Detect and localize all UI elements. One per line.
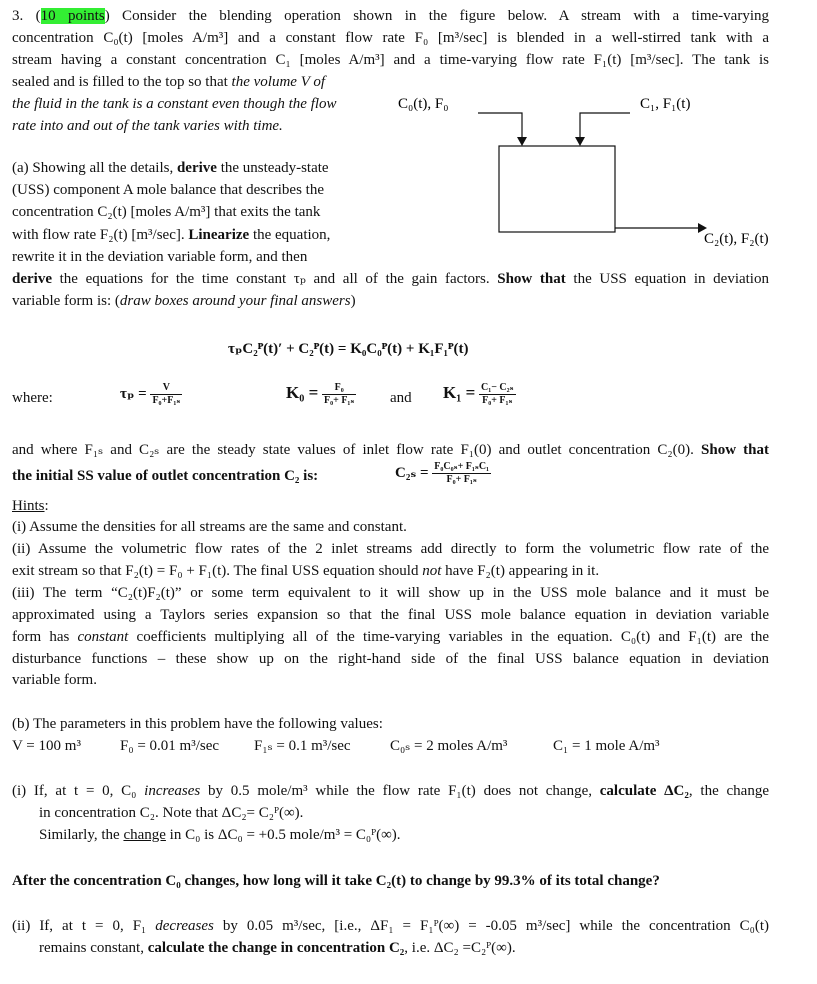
hint-3-line-5: variable form. (12, 672, 97, 688)
hint-2-line-1: (ii) Assume the volumetric flow rates of the 2 inlet streams add directly to form the volumetric flow rate of the (12, 541, 769, 557)
k1-definition: K₁ = $\frac{\text{C₁− C₂ₛ}}{\text{F₀+ F₁ₛ}}$ (443, 382, 514, 406)
inlet-0-arrowhead (517, 137, 527, 146)
problem-line-6: rate into and out of the tank varies with time. (12, 118, 283, 134)
question-ii-line-2: remains constant, calculate the change in concentration C₂, i.e. ΔC₂ =C₂ᴾ(∞). (39, 940, 516, 956)
problem-line-4: sealed and is filled to the top so that the volume V of (12, 74, 325, 90)
question-i-bold-prompt: After the concentration C₀ changes, how long will it take C₂(t) to change by 99.3% of its total change? (12, 873, 660, 889)
where-label: where: (12, 390, 53, 406)
hint-1: (i) Assume the densities for all streams are the same and constant. (12, 519, 407, 535)
param-c1: C₁ = 1 mole A/m³ (553, 738, 660, 754)
question-i-line-1: (i) If, at t = 0, C₀ increases by 0.5 mole/m³ while the flow rate F₁(t) does not change, calculate ΔC₂, the change (12, 783, 769, 799)
tank-box (499, 146, 615, 232)
and-text: and (390, 390, 412, 406)
hint-2-line-2: exit stream so that F₂(t) = F₀ + F₁(t). The final USS equation should not have F₂(t) appearing in it. (12, 563, 600, 579)
part-a-line-2: (USS) component A mole balance that describes the (12, 182, 325, 198)
question-i-line-3: Similarly, the change in C₀ is ΔC₀ = +0.5 mole/m³ = C₀ᴾ(∞). (39, 827, 401, 843)
points-highlight: 10 points (40, 8, 105, 24)
param-f1s: F₁ₛ = 0.1 m³/sec (254, 738, 351, 754)
k1-fraction: $\frac{\text{C₁− C₂ₛ}}{\text{F₀+ F₁ₛ}}$ (481, 382, 514, 406)
tau-definition: τₚ = $\frac{V}{\text{F₀+F₁ₛ}}$ (120, 382, 181, 406)
c2s-definition: C₂ₛ = $\frac{\text{F₀C₀ₛ+ F₁ₛC₁}}{\text{F₀+ F₁ₛ}}$ (395, 461, 490, 485)
inlet-1-arrowhead (575, 137, 585, 146)
part-a-line-1: (a) Showing all the details, derive the unsteady-state (12, 160, 329, 176)
question-i-line-2: in concentration C₂. Note that ΔC₂= C₂ᴾ(∞). (39, 805, 304, 821)
param-f0: F₀ = 0.01 m³/sec (120, 738, 220, 754)
inlet-1-pipe (580, 113, 630, 138)
steady-state-line-2: the initial SS value of outlet concentration C₂ is: (12, 468, 319, 484)
param-c0s: C₀ₛ = 2 moles A/m³ (390, 738, 508, 754)
part-a-line-7: variable form is: (draw boxes around your final answers) (12, 293, 356, 309)
k0-definition: K₀ = $\frac{\text{F₀}}{\text{F₀+ F₁ₛ}}$ (286, 382, 355, 406)
tau-fraction: $\frac{V}{\text{F₀+F₁ₛ}}$ (152, 382, 181, 406)
problem-line-5: the fluid in the tank is a constant even though the flow (12, 96, 337, 112)
param-volume: V = 100 m³ (12, 738, 81, 754)
k0-fraction: $\frac{\text{F₀}}{\text{F₀+ F₁ₛ}}$ (324, 382, 355, 406)
question-ii-line-1: (ii) If, at t = 0, F₁ decreases by 0.05 m³/sec, [i.e., ΔF₁ = F₁ᴾ(∞) = -0.05 m³/sec] while the concentration C₀(t) (12, 918, 769, 934)
hint-3-line-4: disturbance functions – these show up on the right-hand side of the final USS balance equation in deviation (12, 651, 769, 667)
problem-line-1: 3. (10 points) Consider the blending operation shown in the figure below. A stream with a time-varying (12, 8, 769, 24)
part-b-intro: (b) The parameters in this problem have the following values: (12, 716, 383, 732)
hint-3-line-2: approximated using a Taylors series expansion so that the final USS mole balance equation in deviation variable (12, 607, 769, 623)
part-a-line-5: rewrite it in the deviation variable form, and then (12, 249, 308, 265)
steady-state-line-1: and where F₁ₛ and C₂ₛ are the steady state values of inlet flow rate F₁(0) and outlet concentration C₂(0). Show that (12, 442, 770, 458)
c2s-fraction: $\frac{\text{F₀C₀ₛ+ F₁ₛC₁}}{\text{F₀+ F₁ₛ}}$ (434, 461, 490, 485)
part-a-line-6: derive the equations for the time constant τₚ and all of the gain factors. Show that the USS equation in deviation (12, 271, 769, 287)
part-a-line-4: with flow rate F₂(t) [m³/sec]. Linearize the equation, (12, 227, 331, 243)
blending-tank-diagram (390, 88, 810, 258)
inlet-0-pipe (478, 113, 522, 138)
problem-line-2: concentration C₀(t) [moles A/m³] and a constant flow rate F₀ [m³/sec] is blended in a well-stirred tank with a (12, 30, 769, 46)
hint-3-line-3: form has constant coefficients multiplying all of the time-varying variables in the equation. C₀(t) and F₁(t) are the (12, 629, 769, 645)
inlet-0-label: C₀(t), F₀ (398, 96, 449, 112)
outlet-label: C₂(t), F₂(t) (704, 231, 769, 247)
inlet-1-label: C₁, F₁(t) (640, 96, 691, 112)
problem-line-3: stream having a constant concentration C₁ [moles A/m³] and a time-varying flow rate F₁(t) [m³/sec]. The tank is (12, 52, 769, 68)
uss-equation: τₚC₂ᴾ(t)′ + C₂ᴾ(t) = K₀C₀ᴾ(t) + K₁F₁ᴾ(t) (228, 341, 469, 357)
hint-3-line-1: (iii) The term “C₂(t)F₂(t)” or some term equivalent to it will show up in the USS mole balance and it must be (12, 585, 769, 601)
hints-title: Hints: (12, 498, 49, 514)
part-a-line-3: concentration C₂(t) [moles A/m³] that exits the tank (12, 204, 321, 220)
